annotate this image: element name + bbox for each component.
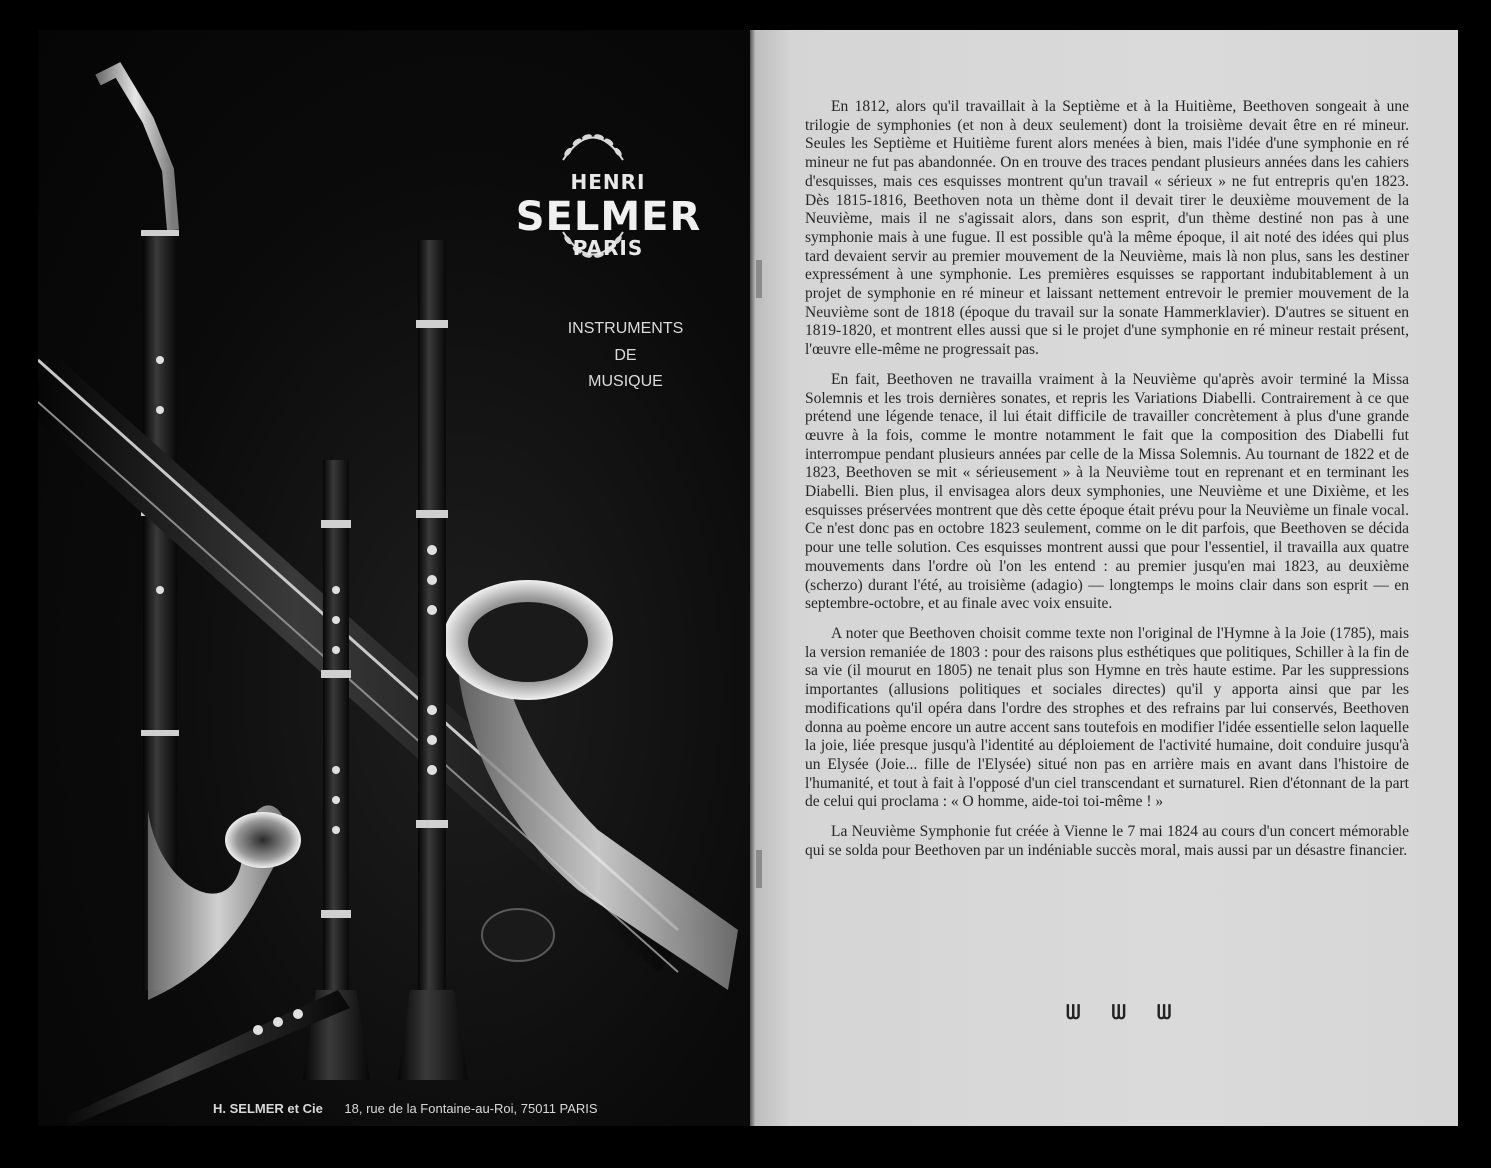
tagline-line: INSTRUMENTS: [567, 320, 684, 337]
article-page: [756, 30, 1458, 1126]
tagline-line: DE: [614, 346, 637, 364]
paragraph: En 1812, alors qu'il travaillait à la Septième et à la Huitième, Beethoven songeait à une trilogie de symphonies (et non à deux seulement) dont la troisième devait être en ré mineur. Seules les Septième et Huitième furent alors menées à bien, mais l'idée d'une symphonie en ré mineur ne fut pas abandonnée. On en trouve des traces pendant plusieurs années dans les cahiers d'esquisses, mais ces esquisses montrent qu'un travail « sérieux » ne fut entrepris qu'en 1823. Dès 1815-1816, Beethoven nota un thème dont il devait tirer le deuxième mouvement de la Neuvième, mais il ne s'agissait alors, dans son esprit, d'un thème destiné non pas à une symphonie mais à une fugue. Il est possible qu'à la même époque, il ait noté des idées qui plus tard devaient servir au premier mouvement de la Neuvième, mais là non plus, sans les destiner expressément à une symphonie. Les premières esquisses se rapportant indubitablement à un projet de symphonie en ré mineur et laissant nettement entrevoir le premier mouvement de la Neuvième sont de 1818 (époque du travail sur la sonate Hammerklavier). D'autres se situent en 1819-1820, et montrent elles aussi que si le projet d'une symphonie en ré mineur restait présent, l'œuvre elle-même ne progressait pas.: [805, 98, 1409, 359]
article-text: [805, 98, 1409, 871]
paragraph: La Neuvième Symphonie fut créée à Vienne le 7 mai 1824 au cours d'un concert mémorable qui se solda pour Beethoven par un indéniable succès moral, mais aussi par un désastre financier.: [805, 823, 1409, 859]
company-address: 18, rue de la Fontaine-au-Roi, 75011 PARIS: [344, 1101, 598, 1116]
ad-tagline: [543, 316, 708, 396]
brand-logo-selmer: SELMER: [515, 194, 702, 240]
ad-footer: [213, 1101, 733, 1116]
tagline-line: MUSIQUE: [588, 373, 663, 390]
company-name: H. SELMER et Cie: [213, 1101, 323, 1116]
advertisement-page: [38, 30, 750, 1126]
brand-paris: PARIS: [572, 236, 644, 260]
ornament-divider: ᗯ ᗯ ᗯ: [1066, 1002, 1185, 1024]
staple: [756, 850, 762, 888]
staple: [756, 260, 762, 298]
paragraph: A noter que Beethoven choisit comme texte non l'original de l'Hymne à la Joie (1785), mais la version remaniée de 1803 : pour des raisons plus esthétiques que politiques, Schiller à la fin de sa vie (il mourut en 1805) ne tenait plus son Hymne en très haute estime. Par les suppressions importantes (allusions politiques et sociales directes) qu'il y apporta ainsi que par les modifications qu'il opéra dans l'ordre des strophes et des refrains par lui conservés, Beethoven donna au poème encore un autre accent sans toutefois en modifier l'idée essentielle selon laquelle la joie, liée presque jusqu'à l'identité au déploiement de l'activité humaine, doit conduire jusqu'à un Elysée (Joie... fille de l'Elysée) situé non pas en arrière mais en avant dans l'histoire de l'humanité, et tout à fait à l'opposé d'un ciel transcendant et surnaturel. Rien d'étonnant de la part de celui qui proclama : « O homme, aide-toi toi-même ! »: [805, 624, 1409, 811]
paragraph: En fait, Beethoven ne travailla vraiment à la Neuvième qu'après avoir terminé la Missa Solemnis et les trois dernières sonates, et repris les Variations Diabelli. Contrairement à ce que prétend une légende tenace, il lui était difficile de travailler concrètement à plus d'une grande œuvre à la fois, comme le montre notamment le fait que la composition des Diabelli fut interrompue pendant plusieurs années par celle de la Missa Solemnis. Au tournant de 1822 et de 1823, Beethoven se mit « sérieusement » à la Neuvième tout en reprenant et en terminant les Diabelli. Bien plus, il envisagea alors deux symphonies, une Neuvième et une Dixième, et les esquisses préservées montrent que dès cette époque était prévu pour la Neuvième un finale vocal. Ce n'est donc pas en octobre 1823 seulement, comme on le dit parfois, que Beethoven se décida pour une telle solution. Ces esquisses montrent aussi que pour l'essentiel, il travailla aux quatre mouvements dans l'ordre où l'on les entend : au premier jusqu'en mai 1823, au deuxième (scherzo) durant l'été, au troisième (adagio) — longtemps le moins clair dans son esprit — en septembre-octobre, et au finale avec voix ensuite.: [805, 370, 1409, 613]
brand-henri: HENRI: [570, 170, 646, 194]
